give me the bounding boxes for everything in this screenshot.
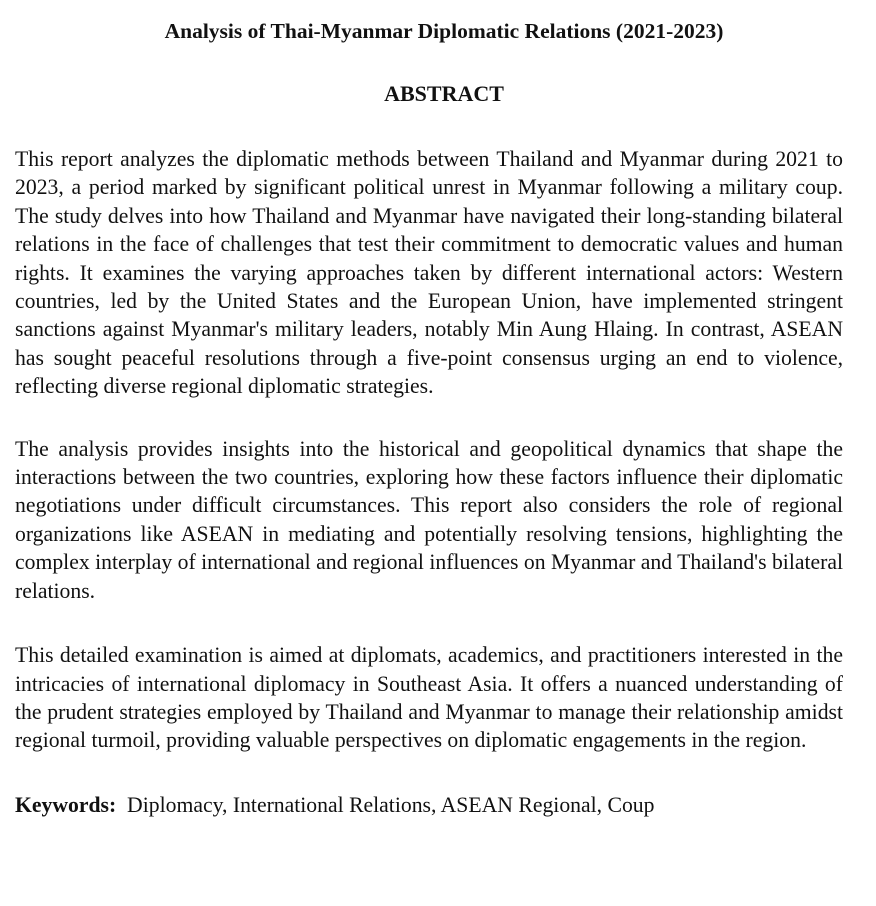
keywords-list: Diplomacy, International Relations, ASEAN Regional, Coup bbox=[127, 792, 655, 817]
document-page bbox=[15, 18, 843, 819]
keywords-label: Keywords: bbox=[15, 792, 117, 817]
keywords-line bbox=[15, 791, 843, 819]
abstract-heading: ABSTRACT bbox=[384, 81, 504, 106]
abstract-paragraph-1: This report analyzes the diplomatic methods between Thailand and Myanmar during 2021 to 2023, a period marked by significant political unrest in Myanmar following a military coup. The study delves into how Thailand and Myanmar have navigated their long-standing bilateral relations in the face of challenges that test their commitment to democratic values and human rights. It examines the varying approaches taken by different international actors: Western countries, led by the United States and the European Union, have implemented stringent sanctions against Myanmar's military leaders, notably Min Aung Hlaing. In contrast, ASEAN has sought peaceful resolutions through a five-point consensus urging an end to violence, reflecting diverse regional diplomatic strategies. bbox=[15, 147, 843, 399]
abstract-paragraph-2: The analysis provides insights into the historical and geopolitical dynamics that shape the interactions between the two countries, exploring how these factors influence their diplomatic negotiations under difficult circumstances. This report also considers the role of regional organizations like ASEAN in mediating and potentially resolving tensions, highlighting the complex interplay of international and regional influences on Myanmar and Thailand's bilateral relations. bbox=[15, 436, 843, 603]
document-title: Analysis of Thai-Myanmar Diplomatic Relations (2021-2023) bbox=[164, 19, 724, 43]
abstract-paragraph-3: This detailed examination is aimed at diplomats, academics, and practitioners interested in the intricacies of international diplomacy in Southeast Asia. It offers a nuanced understanding of the prudent strategies employed by Thailand and Myanmar to manage their relationship amidst regional turmoil, providing valuable perspectives on diplomatic engagements in the region. bbox=[15, 643, 843, 753]
